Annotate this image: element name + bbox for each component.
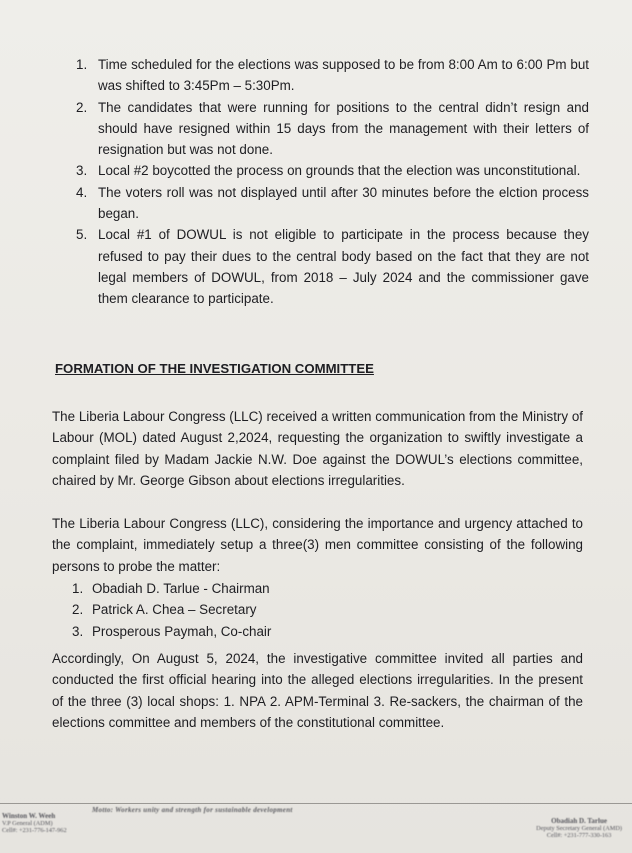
list-item-text: Time scheduled for the elections was supposed to be from 8:00 Am to 6:00 Pm but was shifted to 3:45Pm – 5:30Pm.	[98, 57, 589, 94]
signatory-title: Deputy Secretary General (AMD)	[536, 825, 622, 832]
footer-signatory-right	[536, 818, 622, 839]
footer-divider	[0, 803, 632, 804]
committee-member: 2. Patrick A. Chea – Secretary	[72, 602, 257, 618]
section-heading: FORMATION OF THE INVESTIGATION COMMITTEE	[55, 361, 374, 376]
list-item: 5. Local #1 of DOWUL is not eligible to participate in the process because they refused to pay their dues to the central body based on the fact that they are not legal members of DOWUL, from 2018 – July 2024 and the commissioner gave them clearance to participate.	[76, 227, 589, 307]
signatory-name: Winston W. Weeh	[2, 812, 56, 820]
list-item: 4. The voters roll was not displayed until after 30 minutes before the elction process began.	[76, 184, 589, 222]
signatory-name: Obadiah D. Tarlue	[551, 817, 607, 825]
signatory-title: V.P General (ADM)	[2, 820, 53, 827]
list-item: 1. Time scheduled for the elections was supposed to be from 8:00 Am to 6:00 Pm but was shifted to 3:45Pm – 5:30Pm.	[76, 57, 589, 94]
list-item-text: The candidates that were running for positions to the central didn’t resign and should have resigned within 15 days from the management with their letters of resignation but was not done.	[98, 99, 589, 158]
signatory-cell: Cell#: +231-776-147-962	[2, 827, 67, 834]
paragraph-committee: The Liberia Labour Congress (LLC), considering the importance and urgency attached to the complaint, immediately setup a three(3) men committee consisting of the following persons to probe the matter:	[52, 516, 583, 574]
list-item: 3. Local #2 boycotted the process on grounds that the election was unconstitutional.	[76, 163, 581, 179]
paragraph-hearing: Accordingly, On August 5, 2024, the investigative committee invited all parties and conducted the first official hearing into the alleged elections irregularities. In the present of the three (3) local shops: 1. NPA 2. APM-Terminal 3. Re-sackers, the chairman of the elections committee and members of the constitutional committee.	[52, 651, 583, 731]
list-item-text: Local #2 boycotted the process on grounds that the election was unconstitutional.	[98, 163, 581, 179]
footer-signatory-left	[2, 813, 67, 834]
footer-motto: Motto: Workers unity and strength for sustainable development	[92, 806, 293, 814]
committee-list	[72, 578, 271, 642]
paragraph-complaint: The Liberia Labour Congress (LLC) received a written communication from the Ministry of Labour (MOL) dated August 2,2024, requesting the organization to swiftly investigate a complaint filed by Madam Jackie N.W. Doe against the DOWUL’s elections committee, chaired by Mr. George Gibson about elections irregularities.	[52, 409, 583, 489]
issues-list	[74, 54, 589, 310]
committee-member: 1. Obadiah D. Tarlue - Chairman	[72, 581, 270, 596]
list-item-text: The voters roll was not displayed until after 30 minutes before the elction process began.	[98, 184, 589, 222]
signatory-cell: Cell#: +231-777-330-163	[546, 832, 612, 839]
list-item: 2. The candidates that were running for positions to the central didn’t resign and should have resigned within 15 days from the management with their letters of resignation but was not done.	[76, 99, 589, 158]
list-item-text: Local #1 of DOWUL is not eligible to participate in the process because they refused to pay their dues to the central body based on the fact that they are not legal members of DOWUL, from 2018 – July 2024 and the commissioner gave them clearance to participate.	[98, 227, 589, 307]
committee-member: 3. Prosperous Paymah, Co-chair	[72, 623, 272, 639]
